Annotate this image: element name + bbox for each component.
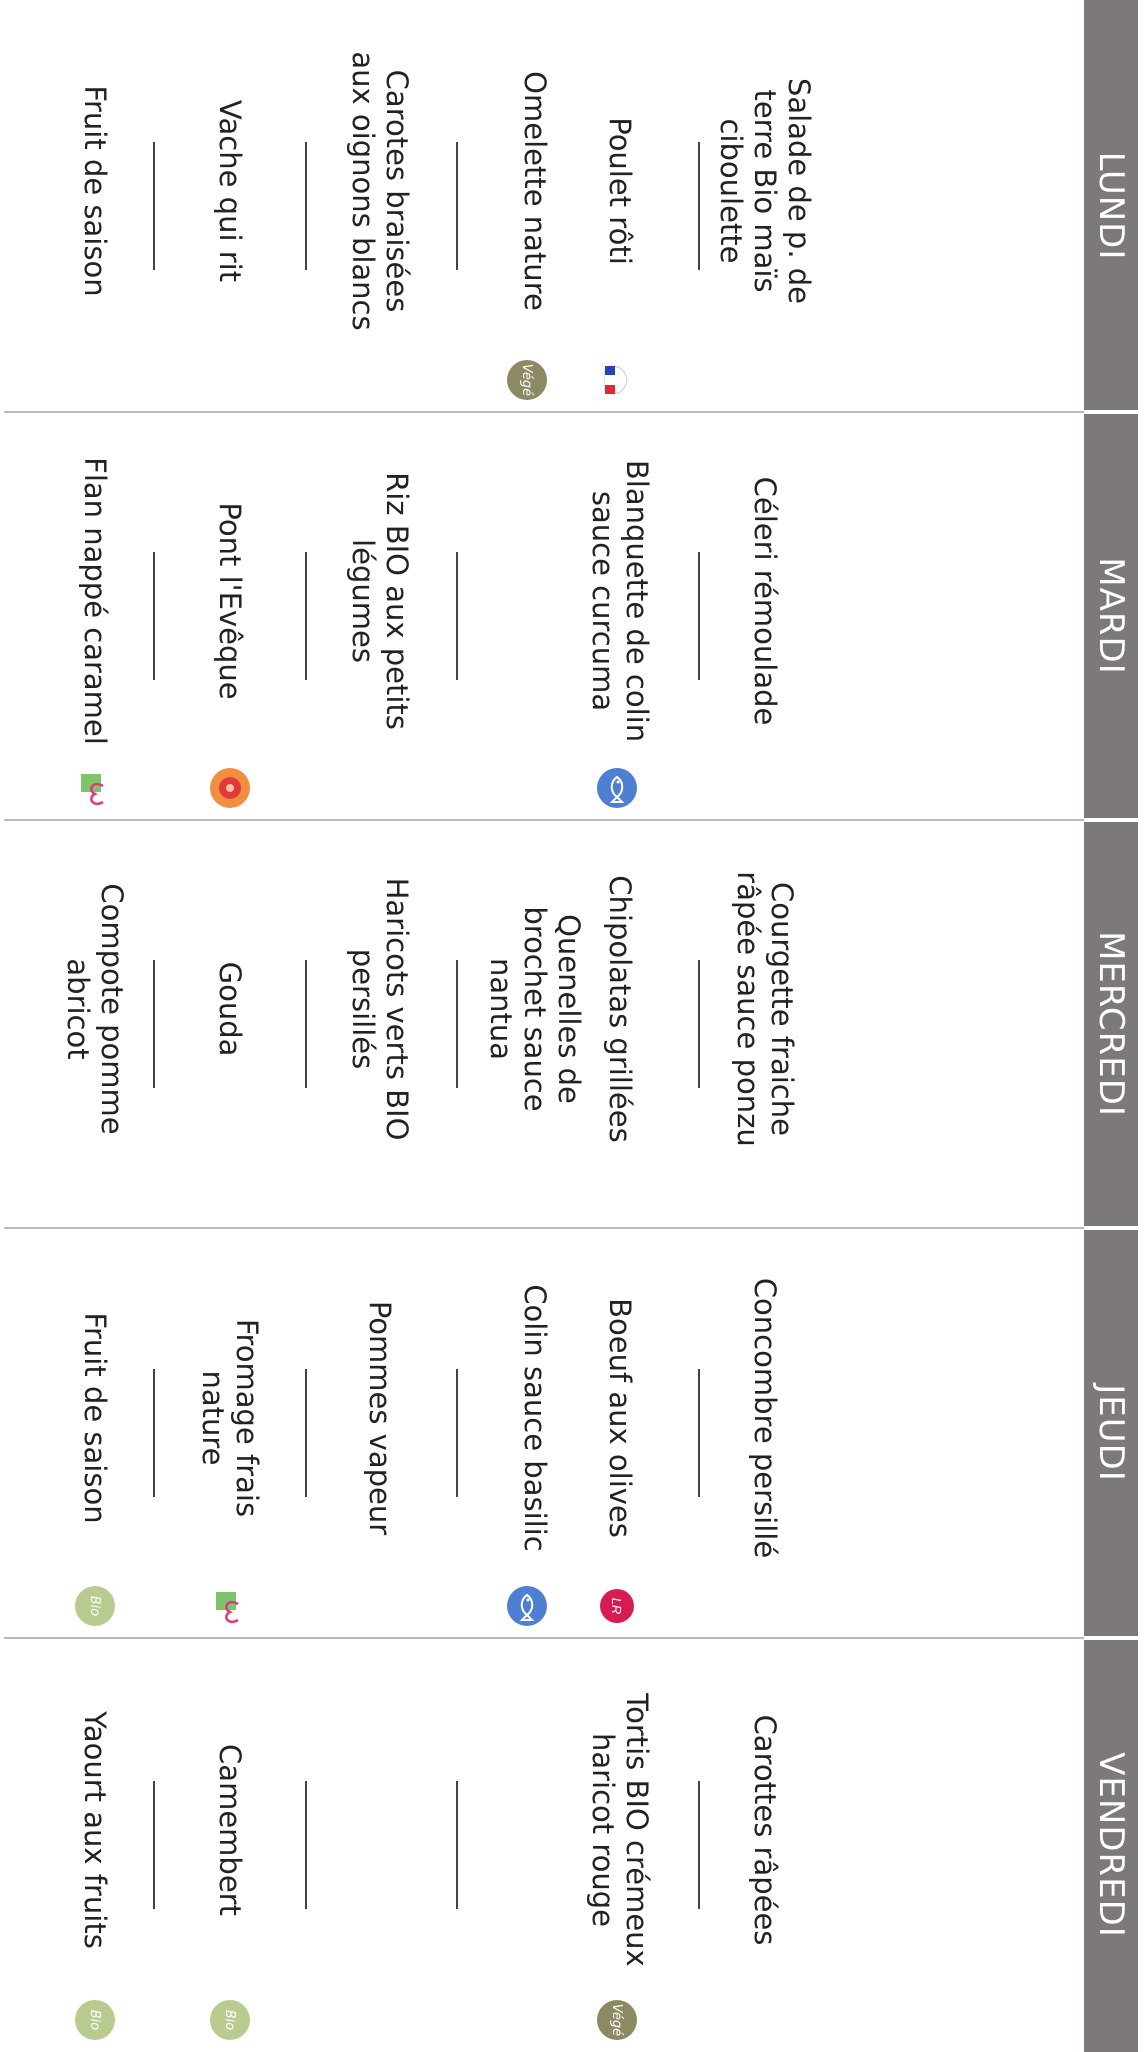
menu-item: Chipolatas grillées: [603, 875, 637, 1143]
column-divider: [4, 1637, 1084, 1639]
menu-item: Pommes vapeur: [363, 1300, 397, 1536]
dish-separator: [456, 1781, 458, 1909]
bio-badge-icon: [75, 1586, 115, 1626]
badge-label: Végé: [519, 363, 535, 397]
cheese-badge-icon: [210, 768, 250, 808]
dish-separator: [153, 1781, 155, 1909]
french-origin-badge-icon: [597, 360, 637, 400]
dish-separator: [305, 142, 307, 270]
day-header-lundi: LUNDI: [1084, 0, 1138, 412]
menu-item: Gouda: [213, 961, 247, 1057]
dish-separator: [153, 552, 155, 680]
dish-separator: [305, 1369, 307, 1497]
menu-item: Yaourt aux fruits: [78, 1711, 112, 1949]
dish-separator: [456, 1369, 458, 1497]
dish-separator: [698, 142, 700, 270]
dish-separator: [698, 1781, 700, 1909]
menu-item: Blanquette de colin sauce curcuma: [586, 459, 654, 743]
column-divider: [4, 819, 1084, 821]
dish-separator: [698, 1369, 700, 1497]
menu-item: Omelette nature: [518, 71, 552, 311]
menu-item: Carotes braisées aux oignons blancs: [346, 51, 414, 331]
dish-separator: [305, 552, 307, 680]
menu-item: Quenelles de brochet sauce nantua: [484, 906, 586, 1112]
bag-badge-icon: [75, 768, 115, 808]
fish-badge-icon: [507, 1586, 547, 1626]
dish-separator: [305, 960, 307, 1088]
menu-item: Fromage frais nature: [196, 1318, 264, 1518]
badge-label: Bio: [222, 2009, 238, 2031]
svg-text:LR: LR: [609, 1597, 624, 1615]
bio-badge-icon: [75, 2000, 115, 2040]
column-divider: [4, 1227, 1084, 1229]
dish-separator: [153, 960, 155, 1088]
menu-item: Flan nappé caramel: [78, 457, 112, 745]
menu-item: Courgette fraiche râpée sauce ponzu: [731, 871, 799, 1147]
menu-item: Céleri rémoulade: [748, 476, 782, 726]
bag-badge-icon: [210, 1586, 250, 1626]
dish-separator: [698, 960, 700, 1088]
dish-separator: [698, 552, 700, 680]
menu-item: Boeuf aux olives: [603, 1298, 637, 1538]
vegetarian-badge-icon: [507, 360, 547, 400]
menu-item: Colin sauce basilic: [518, 1284, 552, 1552]
day-header-vendredi: VENDREDI: [1084, 1638, 1138, 2052]
label-rouge-badge-icon: [597, 1586, 637, 1626]
menu-item: Compote pomme abricot: [61, 883, 129, 1135]
dish-separator: [153, 1369, 155, 1497]
menu-item: Haricots verts BIO persillés: [346, 877, 414, 1141]
menu-item: Camembert: [213, 1744, 247, 1916]
menu-item: Pont l'Evêque: [213, 502, 247, 700]
day-header-jeudi: JEUDI: [1084, 1228, 1138, 1638]
day-header-mercredi: MERCREDI: [1084, 820, 1138, 1228]
bio-badge-icon: [210, 2000, 250, 2040]
menu-item: Salade de p. de terre Bio maïs ciboulette: [714, 77, 816, 305]
menu-item: Fruit de saison: [78, 1312, 112, 1524]
menu-item: Fruit de saison: [78, 85, 112, 297]
dish-separator: [456, 960, 458, 1088]
dish-separator: [153, 142, 155, 270]
menu-item: Carottes râpées: [748, 1714, 782, 1946]
menu-item: Tortis BIO crémeux haricot rouge: [586, 1693, 654, 1967]
vegetarian-badge-icon: [597, 2000, 637, 2040]
column-divider: [4, 411, 1084, 413]
dish-separator: [456, 552, 458, 680]
badge-label: Bio: [87, 2009, 103, 2031]
fish-badge-icon: [597, 768, 637, 808]
badge-label: Bio: [87, 1595, 103, 1617]
menu-item: Concombre persillé: [748, 1277, 782, 1559]
menu-item: Riz BIO aux petits légumes: [346, 472, 414, 730]
dish-separator: [456, 142, 458, 270]
menu-item: Poulet rôti: [603, 117, 637, 265]
badge-label: Végé: [609, 2003, 625, 2037]
dish-separator: [305, 1781, 307, 1909]
day-header-mardi: MARDI: [1084, 412, 1138, 820]
menu-item: Vache qui rit: [213, 99, 247, 283]
